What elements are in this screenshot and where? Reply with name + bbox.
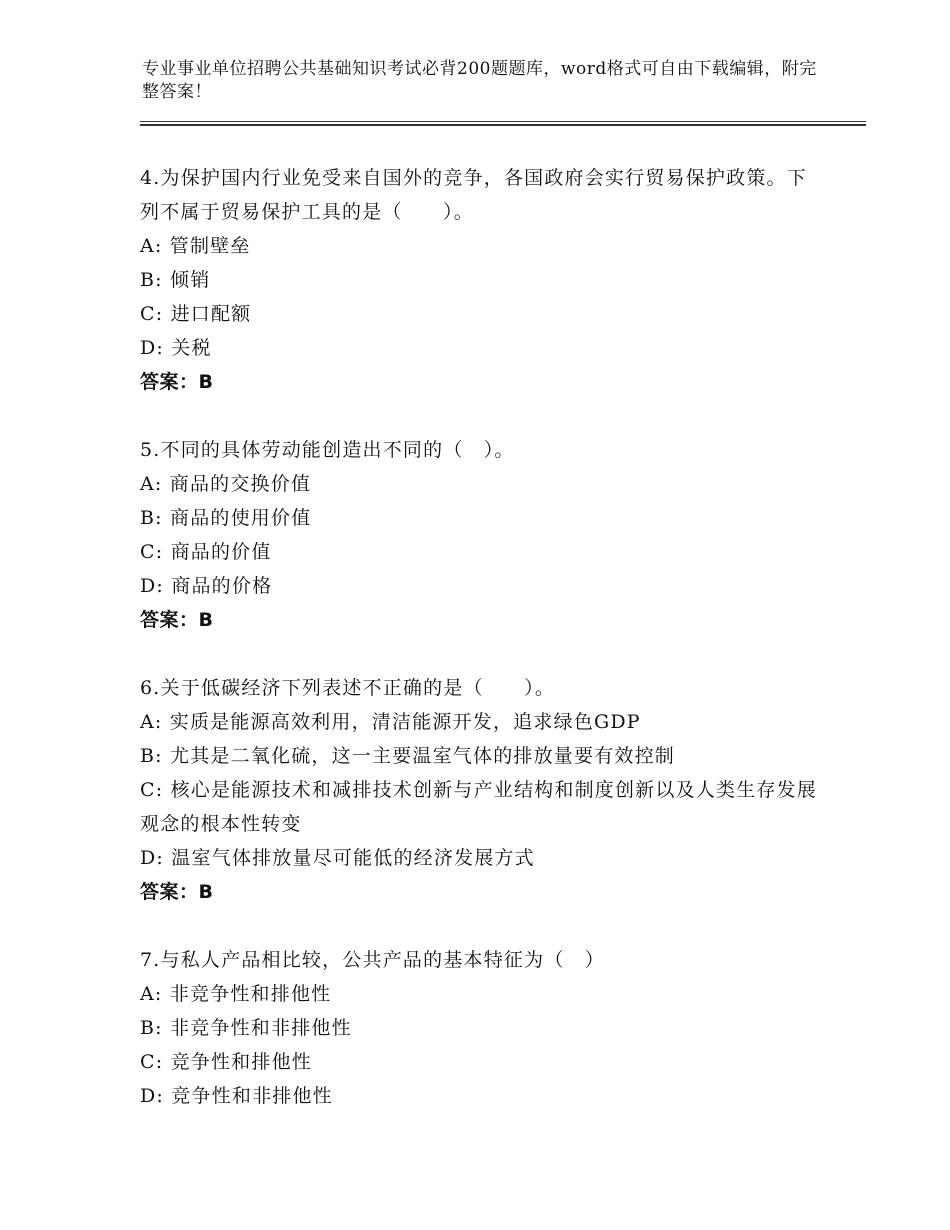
question-stem: 7.与私人产品相比较，公共产品的基本特征为（ ） [140,949,605,971]
option-a: A: 实质是能源高效利用，清洁能源开发，追求绿色GDP [140,711,641,733]
option-a: A: 管制壁垒 [140,235,251,257]
option-d: D: 关税 [140,337,212,359]
option-b: B: 商品的使用价值 [140,507,312,529]
answer-text: 答案：B [140,881,214,903]
question-stem: 6.关于低碳经济下列表述不正确的是（ ）。 [140,677,556,699]
option-c: C: 竞争性和排他性 [140,1051,312,1073]
answer-text: 答案：B [140,371,214,393]
question-list [140,161,820,1147]
question-stem: 5.不同的具体劳动能创造出不同的（ ）。 [140,439,515,461]
option-a: A: 商品的交换价值 [140,473,312,495]
question-5 [140,433,820,637]
option-c: C: 核心是能源技术和减排技术创新与产业结构和制度创新以及人类生存发展观念的根本性转变 [140,779,817,835]
option-d: D: 竞争性和非排他性 [140,1085,333,1107]
option-b: B: 非竞争性和非排他性 [140,1017,352,1039]
question-7 [140,943,820,1113]
option-a: A: 非竞争性和排他性 [140,983,332,1005]
option-d: D: 商品的价格 [140,575,273,597]
question-stem: 4.为保护国内行业免受来自国外的竞争，各国政府会实行贸易保护政策。下列不属于贸易保护工具的是（ ）。 [140,167,807,223]
question-6 [140,671,820,909]
answer-text: 答案：B [140,609,214,631]
option-b: B: 倾销 [140,269,211,291]
header-rule-thick [140,124,866,126]
option-c: C: 商品的价值 [140,541,272,563]
header-rule-thin [140,121,866,122]
document-header: 专业事业单位招聘公共基础知识考试必背200题题库，word格式可自由下载编辑，附完整答案！ [142,59,817,102]
option-d: D: 温室气体排放量尽可能低的经济发展方式 [140,847,535,869]
question-4 [140,161,820,399]
option-c: C: 进口配额 [140,303,252,325]
option-b: B: 尤其是二氧化硫，这一主要温室气体的排放量要有效控制 [140,745,676,767]
